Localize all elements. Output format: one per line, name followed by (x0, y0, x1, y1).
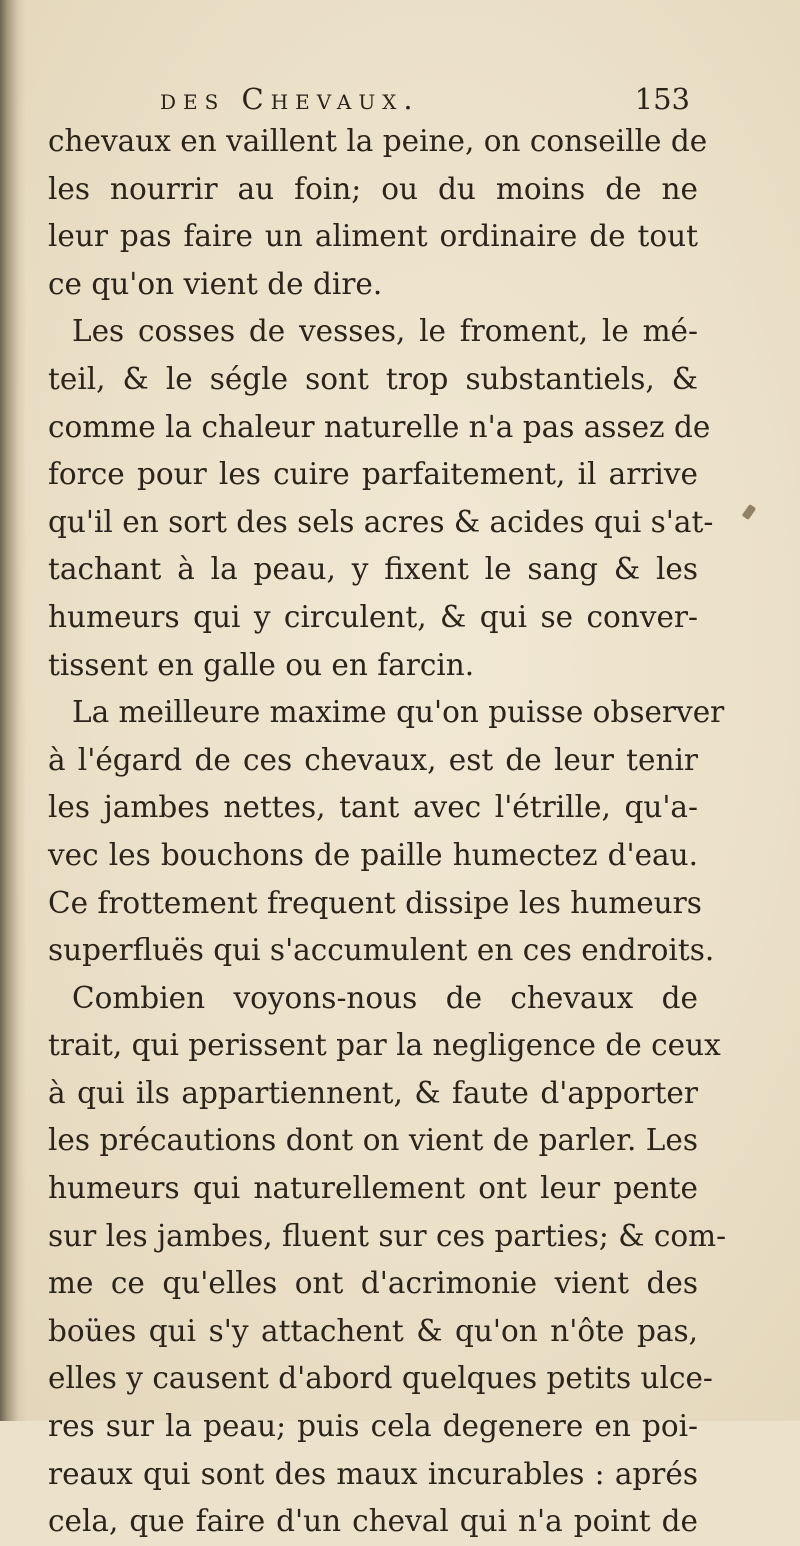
text-line: elles y causent d'abord quelques petits ulce- (48, 1361, 713, 1396)
text-line: trait, qui perissent par la negligence de ceux (48, 1028, 721, 1063)
running-title: des Chevaux. (160, 82, 420, 116)
text-line: tissent en galle ou en farcin. (48, 647, 475, 682)
text-line: comme la chaleur naturelle n'a pas assez de (48, 409, 711, 444)
text-line: humeurs qui y circulent, & qui se conver- (48, 599, 698, 634)
text-line: superfluës qui s'accumulent en ces endroits. (48, 933, 715, 968)
text-line: leur pas faire un aliment ordinaire de tout (48, 219, 698, 254)
text-line: les précautions dont on vient de parler. Les (48, 1123, 698, 1158)
text-line: à qui ils appartiennent, & faute d'apporter (48, 1075, 698, 1110)
text-line: res sur la peau; puis cela degenere en poi- (48, 1409, 698, 1444)
text-line: force pour les cuire parfaitement, il arrive (48, 457, 698, 492)
binding-gutter (0, 0, 26, 1421)
text-line: les jambes nettes, tant avec l'étrille, qu'a- (48, 790, 698, 825)
text-line: les nourrir au foin; ou du moins de ne (48, 171, 698, 206)
text-line: me ce qu'elles ont d'acrimonie vient des (48, 1266, 698, 1301)
page-number: 153 (634, 82, 690, 116)
body-text (48, 118, 727, 1546)
text-line: Ce frottement frequent dissipe les humeurs (48, 885, 702, 920)
text-line: cela, que faire d'un cheval qui n'a point de (48, 1504, 698, 1539)
text-line: tachant à la peau, y fixent le sang & les (48, 552, 698, 587)
text-line: La meilleure maxime qu'on puisse observer (72, 695, 725, 730)
text-line: qu'il en sort des sels acres & acides qui s'at- (48, 504, 714, 539)
text-line: reaux qui sont des maux incurables : aprés (48, 1456, 698, 1491)
text-line: Combien voyons-nous de chevaux de (72, 980, 698, 1015)
text-line: sur les jambes, fluent sur ces parties; & com- (48, 1218, 727, 1253)
text-line: humeurs qui naturellement ont leur pente (48, 1171, 698, 1206)
text-line: chevaux en vaillent la peine, on conseille de (48, 124, 708, 158)
text-line: à l'égard de ces chevaux, est de leur tenir (48, 742, 698, 777)
text-line: boües qui s'y attachent & qu'on n'ôte pas, (48, 1313, 698, 1348)
page-header (160, 82, 690, 122)
text-line: teil, & le ségle sont trop substantiels, & (48, 361, 698, 396)
text-line: ce qu'on vient de dire. (48, 266, 383, 301)
text-line: vec les bouchons de paille humectez d'eau. (48, 837, 698, 872)
text-line: Les cosses de vesses, le froment, le mé- (72, 314, 698, 349)
ink-mark (742, 504, 757, 520)
